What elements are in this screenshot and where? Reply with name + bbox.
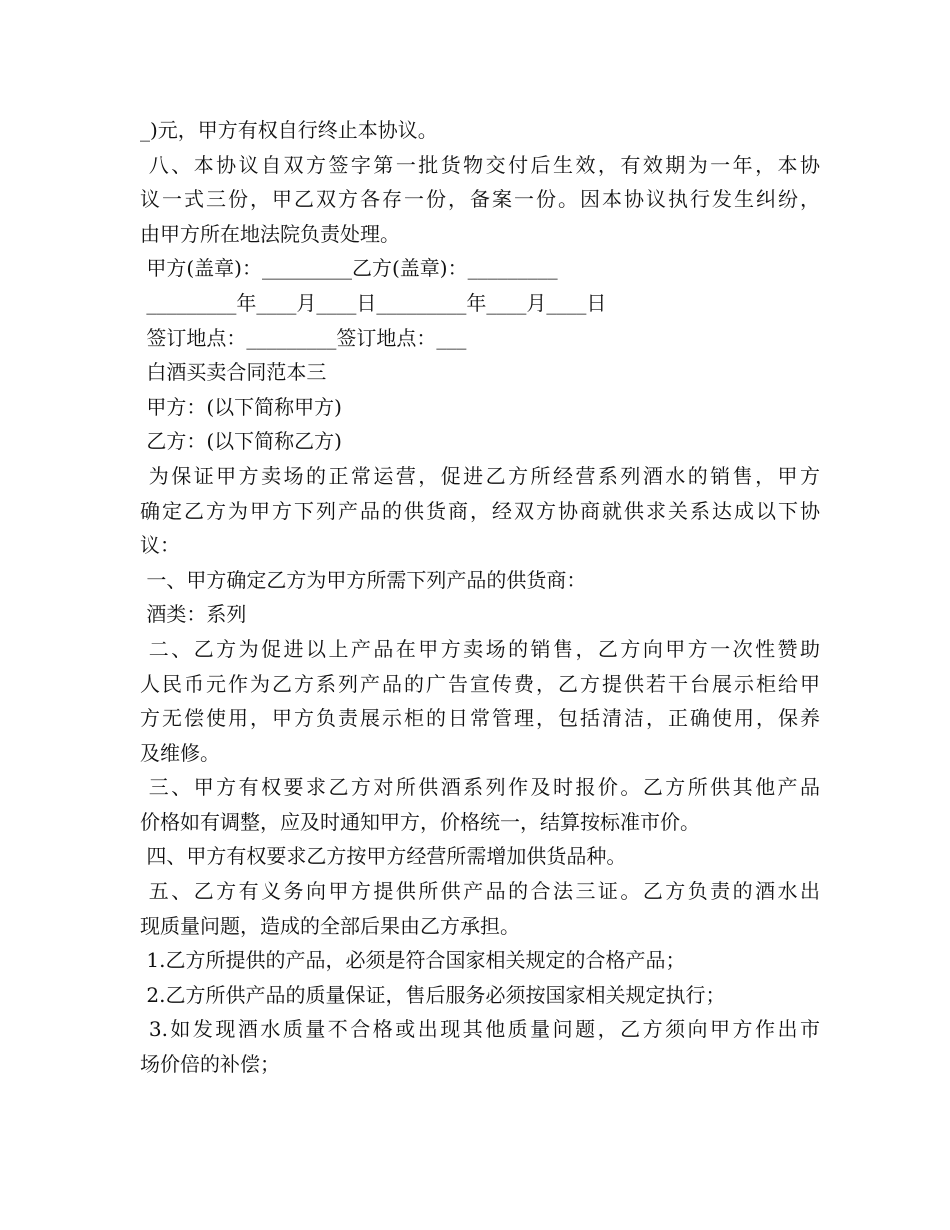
text-line: 议：: [140, 533, 180, 558]
text-line: 由甲方所在地法院负责处理。: [140, 221, 400, 246]
list-item: 2.乙方所供产品的质量保证，售后服务必须按国家相关规定执行；: [140, 982, 726, 1007]
text-line: 酒类：系列: [140, 602, 247, 627]
text-line: 现质量问题，造成的全部后果由乙方承担。: [140, 913, 520, 938]
text-line: 议一式三份，甲乙双方各存一份，备案一份。因本协议执行发生纠纷，: [140, 187, 820, 212]
text-line: 方无偿使用，甲方负责展示柜的日常管理，包括清洁，正确使用，保养: [140, 706, 820, 731]
party-b-line: 乙方：(以下简称乙方): [140, 429, 342, 454]
signing-place-line: 签订地点：_________签订地点：___: [140, 325, 467, 350]
text-line: 及维修。: [140, 740, 220, 765]
clause-line: 四、甲方有权要求乙方按甲方经营所需增加供货品种。: [140, 844, 627, 869]
document-body: [140, 113, 820, 1082]
date-line: _________年____月____日_________年____月____日: [140, 290, 607, 315]
clause-line: 三、甲方有权要求乙方对所供酒系列作及时报价。乙方所供其他产品: [140, 775, 820, 800]
clause-line: 一、甲方确定乙方为甲方所需下列产品的供货商：: [140, 567, 587, 592]
list-item: 3.如发现酒水质量不合格或出现其他质量问题，乙方须向甲方作出市: [140, 1017, 820, 1042]
list-item: 1.乙方所提供的产品，必须是符合国家相关规定的合格产品；: [140, 948, 686, 973]
clause-line: 二、乙方为促进以上产品在甲方卖场的销售，乙方向甲方一次性赞助: [140, 636, 820, 661]
text-line: 八、本协议自双方签字第一批货物交付后生效，有效期为一年，本协: [140, 152, 820, 177]
text-line: 人民币元作为乙方系列产品的广告宣传费，乙方提供若干台展示柜给甲: [140, 671, 820, 696]
text-line: 确定乙方为甲方下列产品的供货商，经双方协商就供求关系达成以下协: [140, 498, 820, 523]
text-line: 场价倍的补偿；: [140, 1052, 280, 1077]
text-line: 价格如有调整，应及时通知甲方，价格统一，结算按标准市价。: [140, 809, 700, 834]
signature-line: 甲方(盖章)：_________乙方(盖章)：_________: [140, 256, 558, 281]
party-a-line: 甲方：(以下简称甲方): [140, 394, 342, 419]
section-title: 白酒买卖合同范本三: [140, 360, 327, 385]
text-line: _)元，甲方有权自行终止本协议。: [140, 118, 438, 142]
text-line: 为保证甲方卖场的正常运营，促进乙方所经营系列酒水的销售，甲方: [140, 463, 820, 488]
clause-line: 五、乙方有义务向甲方提供所供产品的合法三证。乙方负责的酒水出: [140, 879, 820, 904]
